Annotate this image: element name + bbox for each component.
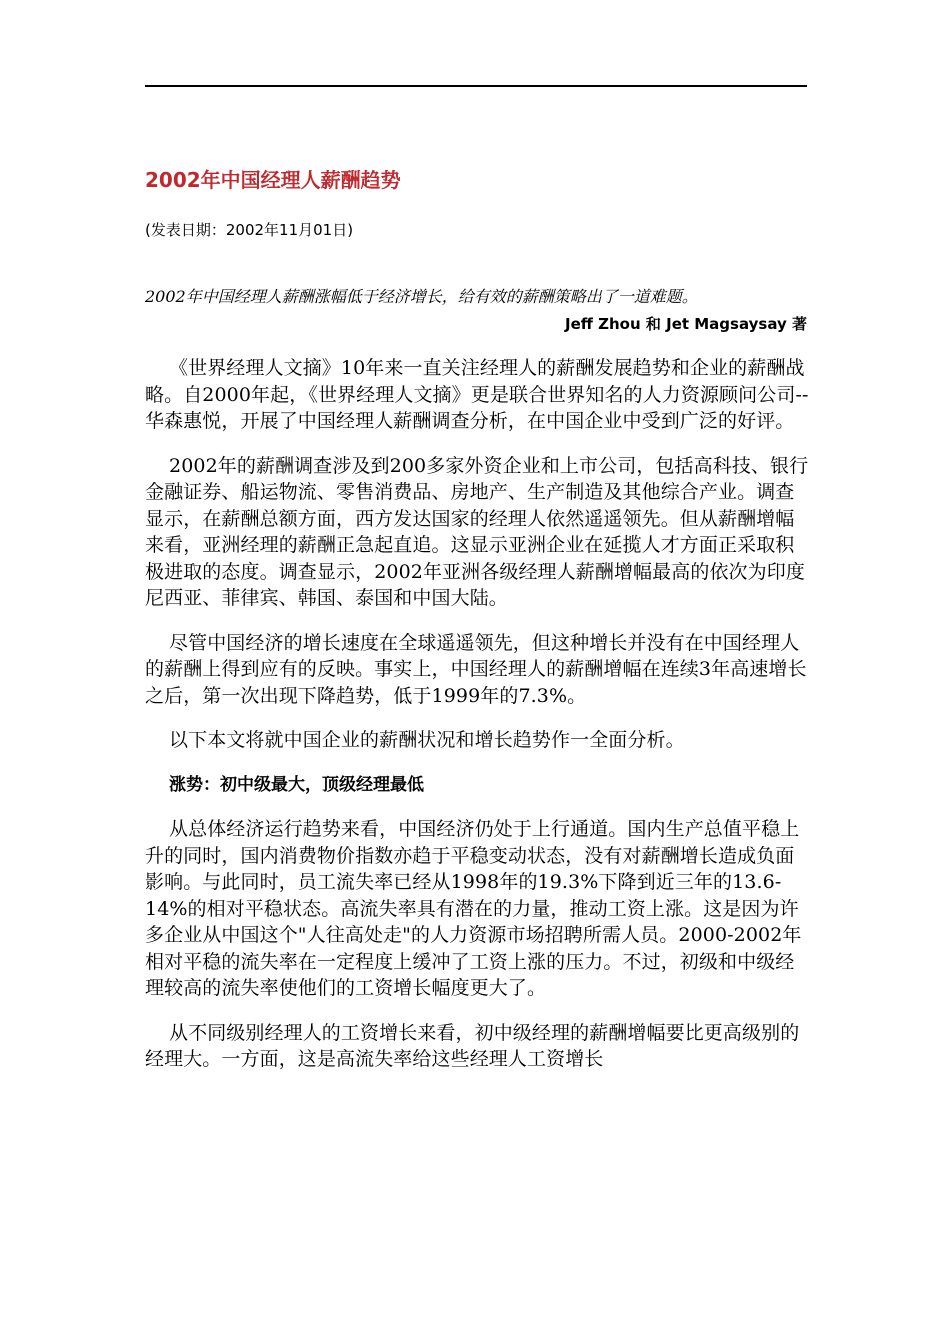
body-paragraph: 从不同级别经理人的工资增长来看，初中级经理的薪酬增幅要比更高级别的经理大。一方面，这是高流失率给这些经理人工资增长 <box>145 1021 800 1070</box>
body-paragraph: 以下本文将就中国企业的薪酬状况和增长趋势作一全面分析。 <box>169 729 685 751</box>
body-paragraph: 2002年的薪酬调查涉及到200多家外资企业和上市公司，包括高科技、银行金融证券、船运物流、零售消费品、房地产、生产制造及其他综合产业。调查显示，在薪酬总额方面，西方发达国家的经理人依然遥遥领先。但从薪酬增幅来看，亚洲经理的薪酬正急起直追。这显示亚洲企业在延揽人才方面正采取积极进取的态度。调查显示，2002年亚洲各级经理人薪酬增幅最高的依次为印度尼西亚、菲律宾、韩国、泰国和中国大陆。 <box>145 454 809 609</box>
article-authors: Jeff Zhou 和 Jet Magsaysay 著 <box>565 315 807 333</box>
body-paragraph: 从总体经济运行趋势来看，中国经济仍处于上行通道。国内生产总值平稳上升的同时，国内消费物价指数亦趋于平稳变动状态，没有对薪酬增长造成负面影响。与此同时，员工流失率已经从1998年的19.3%下降到近三年的13.6-14%的相对平稳状态。高流失率具有潜在的力量，推动工资上涨。这是因为许多企业从中国这个"人往高处走"的人力资源市场招聘所需人员。2000-2002年相对平稳的流失率在一定程度上缓冲了工资上涨的压力。不过，初级和中级经理较高的流失率使他们的工资增长幅度更大了。 <box>145 818 802 999</box>
section-heading: 涨势：初中级最大，顶级经理最低 <box>169 774 424 795</box>
article-lead: 2002年中国经理人薪酬涨幅低于经济增长，给有效的薪酬策略出了一道难题。 <box>145 287 698 306</box>
publish-date: (发表日期：2002年11月01日) <box>145 221 354 239</box>
header-rule <box>145 85 807 87</box>
body-paragraph: 《世界经理人文摘》10年来一直关注经理人的薪酬发展趋势和企业的薪酬战略。自2000年起，《世界经理人文摘》更是联合世界知名的人力资源顾问公司--华森惠悦，开展了中国经理人薪酬调查分析，在中国企业中受到广泛的好评。 <box>145 357 809 432</box>
article-title: 2002年中国经理人薪酬趋势 <box>145 168 401 192</box>
article-body <box>145 355 809 1091</box>
body-paragraph: 尽管中国经济的增长速度在全球遥遥领先，但这种增长并没有在中国经理人的薪酬上得到应有的反映。事实上，中国经理人的薪酬增幅在连续3年高速增长之后，第一次出现下降趋势，低于1999年的7.3%。 <box>145 631 807 707</box>
